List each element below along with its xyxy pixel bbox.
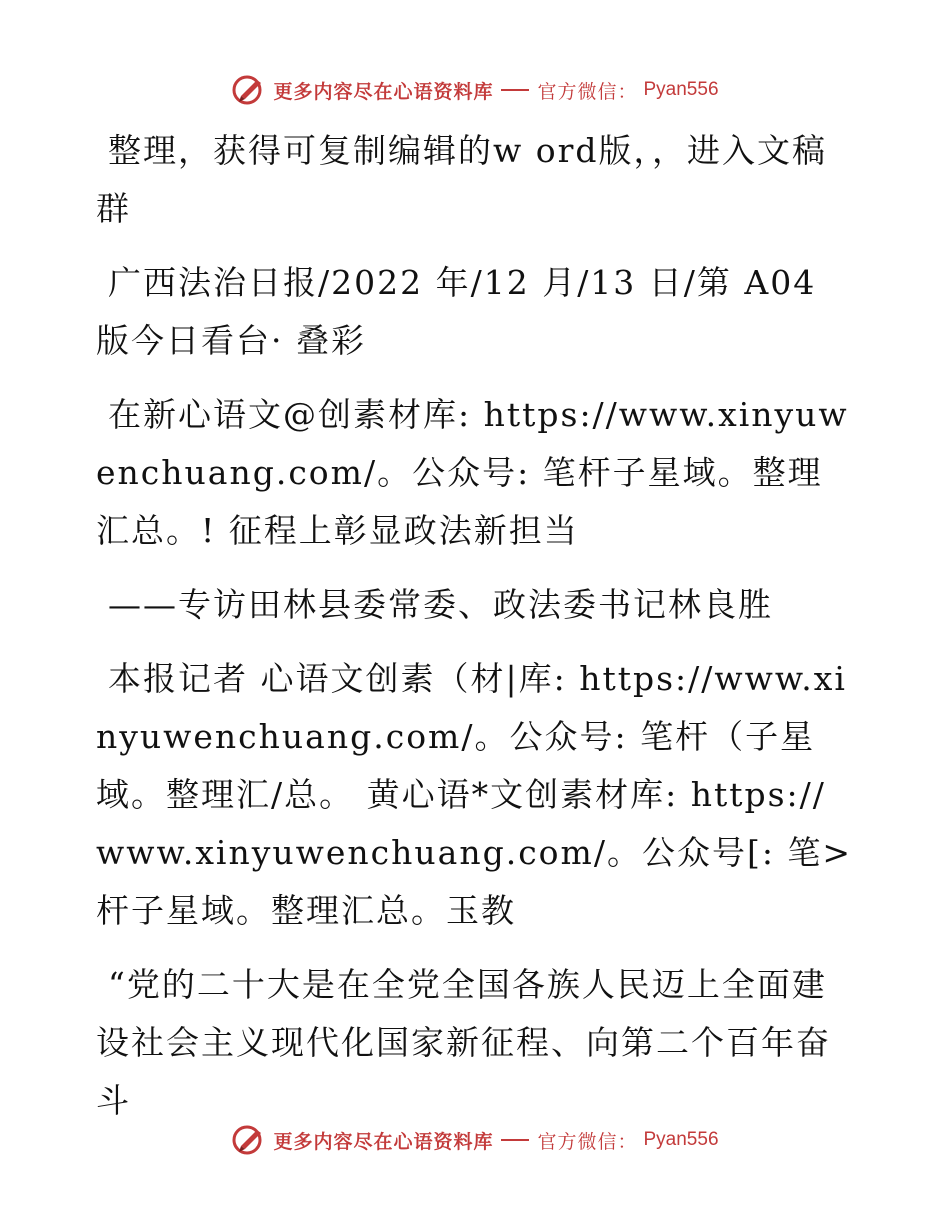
pen-logo-icon — [231, 72, 267, 108]
paragraph — [96, 254, 856, 370]
watermark-banner-bottom — [231, 1122, 718, 1158]
banner-wechat-label: 官方微信： — [537, 80, 638, 103]
banner-dash — [501, 1139, 529, 1141]
banner-wechat-label: 官方微信： — [537, 1130, 638, 1153]
paragraph — [96, 576, 856, 634]
paragraph — [96, 650, 856, 940]
banner-wechat-id: Pyan556 — [643, 1129, 719, 1150]
pen-logo-icon — [231, 1122, 267, 1158]
banner-dash — [501, 89, 529, 91]
paragraph — [96, 386, 856, 560]
document-body — [96, 122, 856, 1146]
paragraph-text: 整理，获得可复制编辑的w ord版，，进入文稿群 — [96, 131, 828, 228]
paragraph — [96, 122, 856, 238]
paragraph — [96, 956, 856, 1130]
paragraph-text: 广西法治日报/2022 年/12 月/13 日/第 A04 版今日看台· 叠彩 — [96, 263, 817, 360]
page-footer — [0, 1122, 950, 1158]
paragraph-text: “党的二十大是在全党全国各族人民迈上全面建设社会主义现代化国家新征程、向第二个百年奋斗 — [96, 965, 831, 1120]
page-header — [0, 72, 950, 108]
banner-wechat-id: Pyan556 — [643, 79, 719, 100]
paragraph-text: ——专访田林县委常委、政法委书记林良胜 — [108, 585, 773, 624]
banner-title: 更多内容尽在心语资料库 — [273, 1130, 494, 1153]
banner-title: 更多内容尽在心语资料库 — [273, 80, 494, 103]
paragraph-text: 本报记者 心语文创素（材|库: https://www.xinyuwenchuang.com/。公众号: 笔杆（子星域。整理汇/总。 黄心语*文创素材库: https://www.xinyuwenchuang.com/。公众号[: 笔>杆子星域。整理汇总。玉教 — [96, 659, 853, 930]
paragraph-text: 在新心语文@创素材库: https://www.xinyuwenchuang.com/。公众号: 笔杆子星域。整理汇总。! 征程上彰显政法新担当 — [96, 395, 849, 550]
watermark-banner-top — [231, 72, 718, 108]
